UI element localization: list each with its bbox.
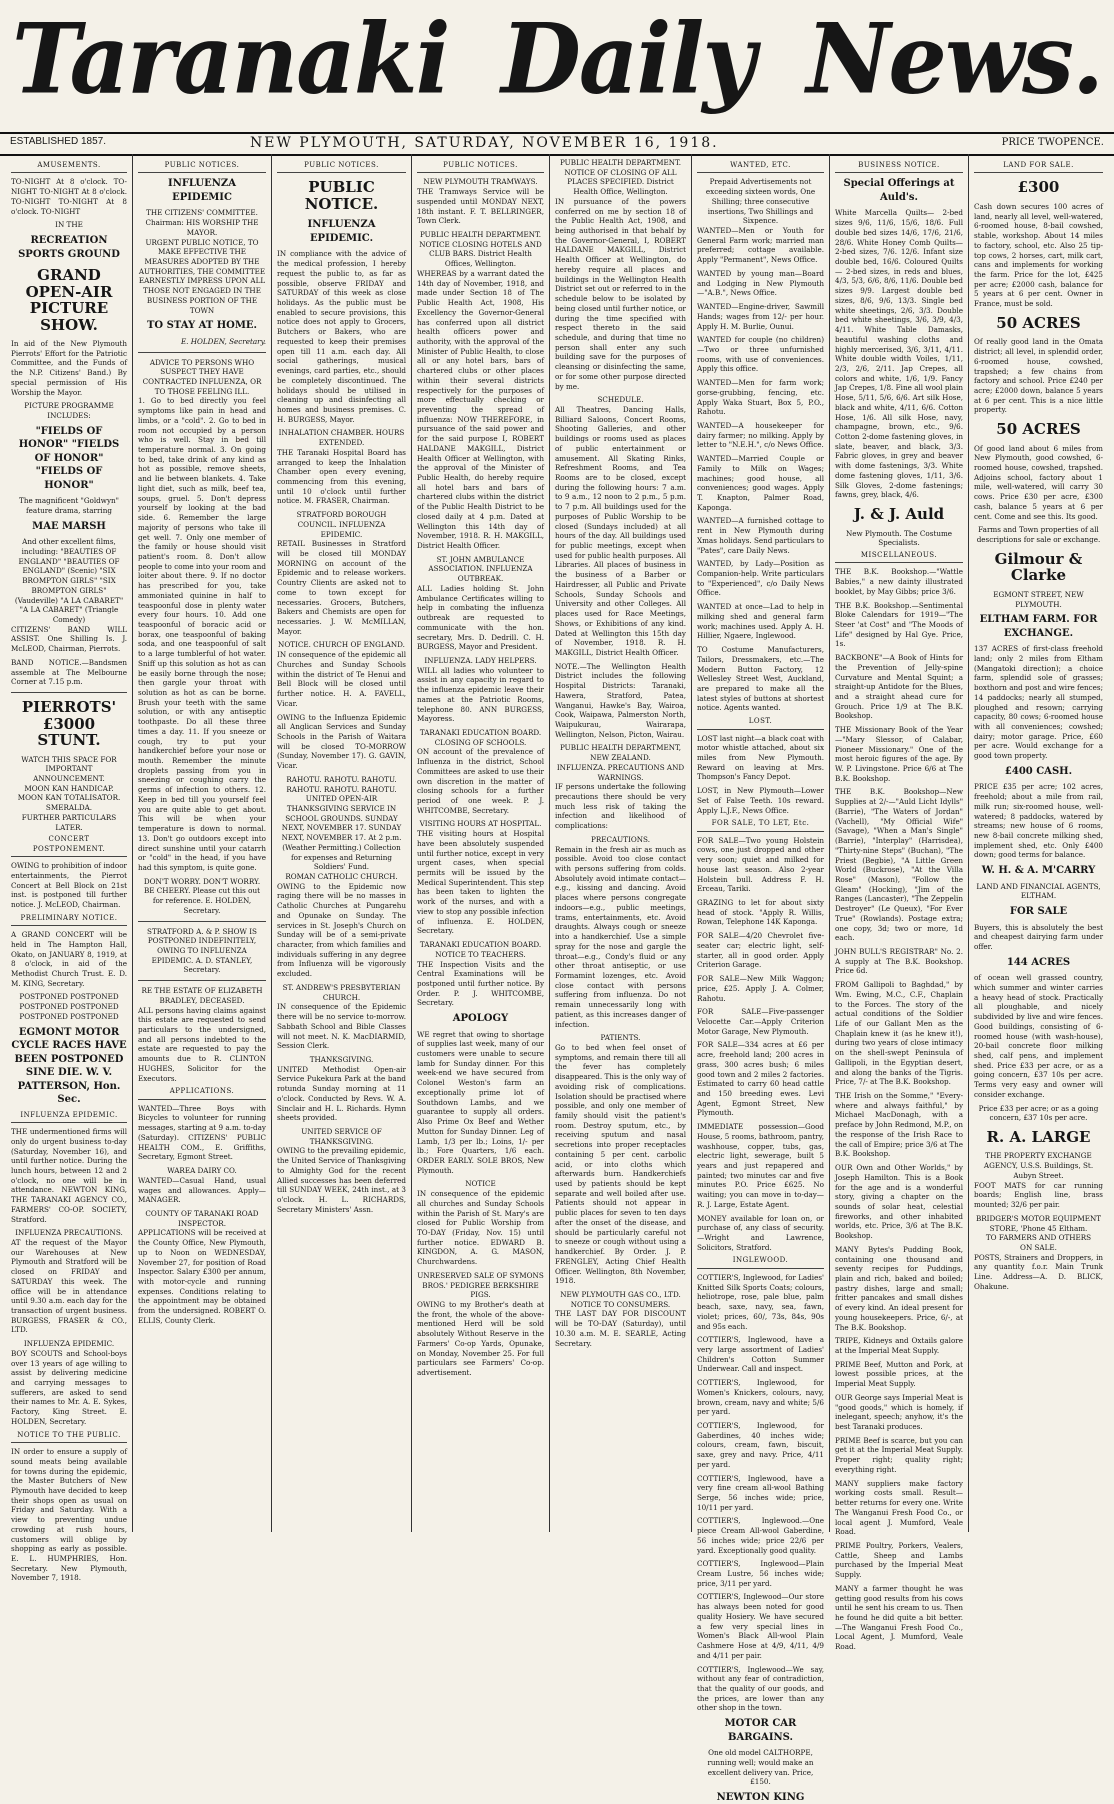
classified-ad: WANTED by young man—Board and Lodging in New Plymouth—"A.B.", News Office. (697, 268, 824, 298)
ad-heading: MOTOR CAR BARGAINS. (724, 1718, 797, 1743)
notice-text: 1. Go to bed directly you feel symptoms like pain in head and limbs, or a "cold". 2. Go to bed in room not occupied by a person who is well. Stay in bed till temperature normal. 3. On going to bed, take drink of any kind as hot as possible, remove sheets, and lie between blankets. 4. Take light diet, such as milk, beef tea, soups, gruel. 5. Don't depress yourself by looking at the bad side. 6. Remember the large majority of persons who take ill get well. 7. Only one member of the family or house should visit patient's room. 8. Don't allow people to come into your room and loiter about there. 9. If no doctor has prescribed for you, take ammoniated quinine in half to teaspoonful dose in plenty water every four hours. 10. Add one teaspoonful of boracic acid or borax, one teaspoonful of baking soda, and one teaspoonful of salt to a large tumblerful of hot water. Sniff up this solution as hot as can be easily borne through the nose; then gargle your throat with solution as hot as can be borne. Brush your teeth with the same solution, or with any antiseptic toothpaste. Do all these three times a day. 11. If you sneeze or cough, try to put your handkerchief before your nose or mouth. Remember the minute droplets passing from you in sneezing or coughing carry the germs of infection to others. 12. Keep in bed till you yourself feel you are quite able to get about. This will be when your temperature is down to normal. 13. Don't go outdoors except into direct sunshine until your catarrh or "cold" in the head, if you have had this symptom, is quite gone. (138, 396, 266, 872)
ad-text: And other excellent films, including: "BEAUTIES OF ENGLAND" "BEAUTIES OF ENGLAND" (Scenic) "SIX BROMPTON GIRLS" "SIX BROMPTON GIRLS" (Vaudeville) "A LA CABARET" "A LA CABARET" (Triangle Comedy) (14, 537, 124, 624)
ad-heading: ON SALE. (1020, 1242, 1057, 1252)
notice-heading: WAREA DAIRY CO. (167, 1166, 237, 1176)
classified-ad: FOR SALE—334 acres at £6 per acre, freehold land; 200 acres in grass, 300 acres bush; 6 miles good town and 2 miles 2 factories. Estimated to carry 60 head cattle and 150 breeding ewes. Levi Agent, Egmont Street, New Plymouth. (697, 1040, 824, 1118)
ad-heading: 144 ACRES (1006, 956, 1071, 968)
classified-ad: WANTED for couple (no children)—Two or three unfurnished rooms, with use of conveniences. Apply this office. (697, 335, 824, 374)
notice-text: NOTICE CLOSING HOTELS AND CLUB BARS. District Health Offices, Wellington. (419, 239, 542, 269)
ad-text: EGMONT STREET, NEW PLYMOUTH. (993, 589, 1084, 609)
advertiser-name: J. & J. Auld (853, 505, 945, 523)
classified-ad: JOHN BULL'S REGISTRAR" No. 2. A supply at The B.K. Bookshop. Price 6d. (835, 946, 963, 976)
notice-text: IN consequence of the epidemic all Churches and Sunday Schools within the district of Te Henui and Bell Block will be closed until further notice. H. A. FAVELL, Vicar. (277, 650, 406, 708)
notice-heading: THANKSGIVING. (309, 1054, 374, 1064)
notice-text: THE undermentioned firms will only do urgent business to-day (Saturday, November 16), and until further notice. During the lunch hours, between 12 and 2 o'clock, no one will be in attendance. NEWTON KING, THE TARANAKI AGENCY CO., FARMERS' CO-OP. SOCIETY, Stratford. (11, 1127, 127, 1224)
notice-heading: INFLUENZA. PRECAUTIONS AND WARNINGS. (556, 762, 685, 782)
ad-headline: PIERROTS' £3000 STUNT. (21, 698, 117, 749)
notice-text: WILL all ladies who volunteer to assist in any capacity in regard to the influenza epidemic leave their names at the Patriotic Rooms, telephone 80. ANN BURGESS, Mayoress. (417, 665, 544, 724)
notice-text: THE LAST DAY FOR DISCOUNT will be TO-DAY (Saturday), until 10.30 a.m. M. E. SEARLE, Acting Secretary. (555, 1309, 686, 1348)
notice-text: ON account of the prevalence of Influenza in the district, School Committees are asked to use their own discretion in the matter of closing schools for a further period of one week. P. J. WHITCOMBE, Secretary. (417, 747, 544, 815)
section-heading: LAND FOR SALE. (974, 161, 1103, 173)
notice-heading: INFLUENZA PRECAUTIONS. (15, 1228, 123, 1238)
ad-heading: "FIELDS OF HONOR" "FIELDS OF HONOR" "FIELDS OF HONOR" (18, 425, 120, 491)
ad-text: FURTHER PARTICULARS LATER. (21, 812, 117, 832)
notice-heading: INFLUENZA. LADY HELPERS. (424, 655, 537, 665)
notice-heading: COUNTY OF TARANAKI ROAD INSPECTOR. (145, 1208, 259, 1228)
ad-text: LAND AND FINANCIAL AGENTS, ELTHAM. (976, 881, 1101, 901)
notice-heading: TO STAY AT HOME. (146, 320, 258, 332)
notice-text: WANTED—Casual Hand, usual wages and allowances. Apply— MANAGER. (138, 1175, 266, 1205)
notice-headline: PUBLIC NOTICE. (304, 178, 379, 213)
section-heading: PRELIMINARY NOTICE. (11, 914, 127, 926)
notice-text: WANTED—Three Boys with Bicycles to volunteer for running messages, starting at 9 a.m. to-day (Saturday). CITIZENS' PUBLIC HEALTH COM., E. Griffiths, Secretary, Egmont Street. (138, 1103, 266, 1162)
ad-text: WATCH THIS SPACE FOR IMPORTANT ANNOUNCEMENT. (21, 754, 117, 783)
price-label: PRICE TWOPENCE. (1001, 137, 1104, 148)
issue-date: NEW PLYMOUTH, SATURDAY, NOVEMBER 16, 1918. (250, 135, 719, 151)
notice-heading: UNITED SERVICE OF THANKSGIVING. (301, 1126, 382, 1146)
ad-text: Buyers, this is absolutely the best and cheapest dairying farm under offer. (974, 922, 1103, 951)
ad-text: 137 ACRES of first-class freehold land; only 2 miles from Eltham (Mangatoki direction); a choice farm, splendid sole of grasses; boxthorn and post and wire fences; 14 paddocks; nearly all stumped, ploughed and resown; carrying capacity, 80 cows; 6-roomed house with all conveniences; cowshed; dairy; motor garage. Price, £60 per acre. Would exchange for a good town property. (974, 644, 1103, 761)
classified-ad: COTTIER'S, Inglewood.—One piece Cream All-wool Gaberdine, 56 inches wide; price 22/6 per yard. Exceptionally good quality. (697, 1516, 824, 1555)
notice-text: THE Tramways Service will be suspended until MONDAY NEXT, 18th instant. F. T. BELLRINGER, Town Clerk. (417, 187, 544, 226)
classified-ad: COTTIER'S, Inglewood—Plain Cream Lustre, 56 inches wide; price, 3/11 per yard. (697, 1559, 824, 1588)
notice-heading: INFLUENZA EPIDEMIC. (307, 219, 376, 244)
notice-text: IN order to ensure a supply of sound meats being available for towns during the epidemic, the Master Butchers of New Plymouth have decided to keep their shops open as usual on Friday and Saturday. With a view to preventing undue crowding at rush hours, customers will oblige by shopping as early as possible. E. L. HUMPHRIES, Hon. Secretary. New Plymouth, November 7, 1918. (11, 1447, 127, 1583)
notice-heading: NOTICE. CHURCH OF ENGLAND. (278, 640, 405, 650)
notice-text: URGENT PUBLIC NOTICE, TO MAKE EFFECTIVE THE MEASURES ADOPTED BY THE AUTHORITIES, THE COMMITTEE EARNESTLY IMPRESS UPON ALL THOSE NOT ENGAGED IN THE BUSINESS PORTION OF THE TOWN (138, 237, 266, 315)
notice-text: POSTPONED POSTPONED POSTPONED POSTPONED POSTPONED POSTPONED (19, 992, 119, 1021)
section-heading: NOTICE TO THE PUBLIC. (11, 1431, 127, 1443)
classified-ad: FROM Gallipoli to Baghdad," by Wm. Ewing, M.C., C.F., Chaplain to the Forces. The story of the actual conditions of the Soldier Life of our Gallant Men as the Chaplain knew it (as he knew it!), during two years of close intimacy on the shell-swept Peninsula of Gallipoli, in the Egyptian desert, and along the banks of the Tigris. Price, 7/- at The B.K. Bookshop. (835, 980, 963, 1087)
notice-heading: ST. ANDREW'S PRESBYTERIAN CHURCH. (282, 982, 401, 1002)
masthead (12, 4, 1102, 124)
classified-ad: WANTED, by Lady—Position as Companion-help. Write particulars to "Experienced", c/o Daily News Office. (697, 559, 824, 598)
section-heading: BUSINESS NOTICE. (835, 161, 963, 173)
section-heading: LOST. (697, 717, 824, 729)
classified-ad: WANTED at once—Lad to help in milking shed and general farm work; machines used. Apply A. H. Hillier, Ngaere, Inglewood. (697, 602, 824, 641)
classified-ad: IMMEDIATE possession—Good House, 5 rooms, bathroom, pantry, washhouse, copper, tubs, gas, electric light, sewerage, built 5 years and just repapered and painted; two minutes car and five minutes P.O. Price £625. No waiting; you can move in to-day—R. J. Large, Estate Agent. (697, 1122, 824, 1209)
notice-text: IF persons undertake the following precautions there should be very much less risk of taking the infection and likelihood of complications: (555, 782, 686, 831)
notice-text: NOTICE OF CLOSING OF ALL PLACES SPECIFIED. District Health Office, Wellington. (564, 167, 677, 197)
section-heading: PUBLIC NOTICES. (277, 161, 406, 173)
column-public-notices-2 (272, 154, 412, 1532)
classified-ad: WANTED—Men for farm work; gorse-grubbing, fencing, etc. Apply Waka Stuart, Box 5, P.O., Rahotu. (697, 378, 824, 417)
column-health-department (550, 154, 692, 1532)
classified-ad: OUR George says Imperial Meat is "good goods," which is homely, if inelegant, speech; anyhow, it's the best Taranaki produces. (835, 1392, 963, 1432)
section-heading: PUBLIC NOTICES. (417, 161, 544, 173)
ad-headline: 50 ACRES (996, 313, 1081, 332)
ad-headline: 50 ACRES (996, 420, 1081, 439)
section-heading: MISCELLANEOUS. (835, 551, 963, 563)
classified-ad: BRIDGER'S MOTOR EQUIPMENT STORE, 'Phone 45 Eltham. (975, 1213, 1102, 1233)
classified-ad: COTTIER'S, Inglewood, for Women's Knickers, colours, navy, brown, cream, navy and white; 5/6 per yard. (697, 1378, 824, 1417)
notice-text: RAHOTU. RAHOTU. RAHOTU. RAHOTU. RAHOTU. RAHOTU. (286, 774, 397, 794)
ad-heading: FOR SALE (1009, 906, 1068, 918)
notice-heading: TARANAKI EDUCATION BOARD. NOTICE TO TEACHERS. (419, 940, 542, 959)
notice-text: OWING to my Brother's death at the front, the whole of the above-mentioned Herd will be sold absolutely Without Reserve in the Farmers' Co-op Yards, Opunake, on Monday, November 25. For full particulars see Farmers' Co-op. advertisement. (417, 1300, 544, 1378)
ad-text: New Plymouth. The Costume Specialists. (845, 528, 953, 548)
signature: E. HOLDEN, Secretary. (180, 336, 266, 346)
classified-ad: COTTIER'S, Inglewood, for Gaberdines, 40 inches wide; colours, cream, fawn, biscuit, saxe, grey and navy. Price, 4/11 per yard. (697, 1420, 824, 1469)
notice-heading: PATIENTS. (600, 1033, 641, 1043)
notice-heading: SCHEDULE. (597, 395, 644, 405)
notice-text: OWING to the Epidemic now raging there will be no masses in Catholic Churches at Pungarehu and Opunake on Sunday. The services in St. Joseph's Church on Sunday will be of a semi-private character, from which families and individuals suffering in any degree from Influenza will be vigorously excluded. (277, 881, 406, 979)
notice-text: BOY SCOUTS and School-boys over 13 years of age willing to assist by delivering medicine and carrying messages to sufferers, are asked to send their names to Mr. A. E. Sykes, Factory, King Street. E. HOLDEN, Secretary. (11, 1348, 127, 1426)
ad-text: Farms and Town properties of all descriptions for sale or exchange. (976, 525, 1101, 545)
ad-text: MOON KAN HANDICAP. MOON KAN TOTALISATOR. SMERALDA. (17, 783, 121, 813)
ad-text: Of really good land in the Omata district; all level, in splendid order, 6-roomed house, cowshed, trapshed; a few chains from factory and school. Price £240 per acre; £2000 down, balance 5 years at 6 per cent. This is a nice little property. (974, 337, 1103, 415)
notice-heading: RE THE ESTATE OF ELIZABETH BRADLEY, DECEASED. (141, 986, 263, 1005)
dateline-bar (0, 132, 1114, 156)
ad-heading: £400 CASH. (1004, 765, 1073, 777)
ad-text: The magnificent "Goldwyn" feature drama, starring (19, 496, 119, 515)
advertiser-name: W. H. & A. M'CARRY (981, 865, 1096, 877)
notice-heading: NOTICE (465, 1179, 496, 1189)
notice-text: UNITED OPEN-AIR THANKSGIVING SERVICE IN SCHOOL GROUNDS. SUNDAY NEXT, NOVEMBER 17. SUNDAY NEXT, NOVEMBER 17. At 2 p.m. (Weather Permitting.) Collection for expenses and Returning Soldiers' Fund. (281, 794, 402, 872)
advertiser-name: R. A. LARGE (986, 1127, 1091, 1146)
notice-text: A GRAND CONCERT will be held in The Hampton Hall, Okato, on JANUARY 8, 1919, at 8 o'clock, in aid of the Methodist Church Trust. E. D. M. KING, Secretary. (11, 930, 127, 988)
classified-ad: WANTED—A housekeeper for dairy farmer; no milking. Apply by letter to "N.E.H.", c/o News Office. (697, 420, 824, 450)
notice-text: RETAIL Businesses in Stratford will be closed till MONDAY MORNING on account of the Epidemic and to release workers. Country Clients are asked not to come to town except for necessaries. Grocers, Butchers, Bakers and Chemists are open for necessaries. J. W. McMILLAN, Mayor. (277, 539, 406, 636)
notice-heading: ST. JOHN AMBULANCE ASSOCIATION. INFLUENZA OUTBREAK. (428, 554, 533, 584)
notice-text: All Theatres, Dancing Halls, Billiard Saloons, Concert Rooms, Shooting Galleries, and other buildings or rooms used as places of public entertainment or amusement. All Skating Rinks, Refreshment Rooms, and Tea Rooms are to be closed, except during the following hours: 7 a.m. to 9 a.m., 12 noon to 2 p.m., 5 p.m. to 7 p.m. All buildings used for the purposes of Public Worship to be closed (Sundays included) at all hours of the day. All buildings used for public meetings, except when used for public health purposes. All Libraries. All places of business in the business of a Barber or Hairdresser, all Public and Private Schools, Sunday Schools and University and other Colleges. All places used for Race Meetings, Shows, or Exhibitions of any kind. Dated at Wellington this 15th day of November, 1918. R. H. MAKGILL, District Health Officer. (555, 404, 686, 657)
section-heading: APPLICATIONS. (138, 1087, 266, 1099)
notice-text: ALL persons having claims against this estate are requested to send particulars to the undersigned, and all persons indebted to the estate are requested to pay the amounts due to R. CLINTON HUGHES, Solicitor for the Executors. (138, 1005, 266, 1083)
ad-text: White Marcella Quilts— 2-bed sizes 9/6, 11/6, 15/6, 18/6. Full double bed sizes 14/6, 17/6, 21/6, 28/6. White Honey Comb Quilts— 2-bed sizes, 7/6. 12/6. Infant size double bed, 16/6. Coloured Quilts— 2-bed sizes, in reds and blues, 4/3, 5/3, 6/6, 8/6, 11/6. Double bed sizes 9/9. Largest double bed sizes, 8/6, 9/6, 13/3. Single bed white sheetings, 2/6, 3/3. Double bed white sheetings, 3/6, 3/9, 4/3, 4/11. White Table Damasks, beautiful washing cloths and highly mercerised, 3/6, 3/11, 4/11. White double width Voiles, 1/11, 2/3, 2/6, 2/11. Jap Crepes, all colors and white, 1/6, 1/9. Fancy Jap Crepes, 1/8. Fine all wool plain Hose, 5/11, 5/6, 6/6. Art silk Hose, black and white, 4/11, 6/6. Cotton Hose, 1/6. All silk Hose, navy, champagne, brown, etc., 9/6. Cotton 2-dome fastening gloves, in slate, beaver, and black, 3/3. Fabric gloves, in grey and beaver with dome fastenings, 3/3. White dome fastening gloves, 1/11, 3/6. Silk Gloves, 2-dome fastenings; fawns, grey, black, 4/6. (835, 208, 963, 500)
notice-heading: NEW PLYMOUTH TRAMWAYS. (423, 177, 538, 187)
column-land-for-sale (969, 154, 1108, 1532)
notice-text: THE visiting hours at Hospital have been absolutely suspended until further notice, except in very urgent cases, when special permits will be issued by the Medical Superintendent. This step has been taken to lighten the work of the nurses, and with a view to stop any possible infection of influenza. E. HOLDEN, Secretary. (417, 829, 544, 936)
notice-text: Remain in the fresh air as much as possible. Avoid too close contact with persons suffering from colds. Absolutely avoid intimate contact—e.g., kissing and dancing. Avoid places where persons congregate indoors—e.g., public meetings, trams, entertainments, etc. Avoid draughts. Always cough or sneeze into a handkerchief. Use a simple spray for the nose and gargle the throat—e.g., Condy's fluid or any other throat antiseptic, or use Formamint lozenges, etc. Avoid close contact with persons suffering from influenza. Do not remain unnecessarily long with patient, as this increases danger of infection. (555, 844, 686, 1029)
newspaper-title (12, 4, 1102, 114)
classified-ad: THE Irish on the Somme," "Every-where and always faithful," by Michael MacDonagh, with a preface by John Redmond, M.P., on the response of the Irish Race to the call of Empire; price 3/6 at The B.K. Bookshop. (835, 1091, 963, 1159)
notice-text: AT the request of the Mayor our Warehouses at New Plymouth and Stratford will be closed on FRIDAY and SATURDAY this week. The office will be in attendance until 9.30 a.m. each day for the transaction of urgent business. BURGESS, FRASER & CO., LTD. (11, 1237, 127, 1335)
notice-text: THE Taranaki Hospital Board has arranged to keep the Inhalation Chamber open every evening, commencing from this evening, until 10 o'clock until further notice. M. FRASER, Chairman. (277, 447, 406, 506)
section-heading: CONCERT POSTPONEMENT. (11, 835, 127, 857)
classified-ad: GRAZING to let for about sixty head of stock. "Apply R. Willis, Rowan, Telephone 14K Kaponga. (697, 898, 824, 927)
ad-text: BAND NOTICE.—Bandsmen assemble at The Melbourne Corner at 7.15 p.m. (11, 657, 127, 687)
ad-heading: MAE MARSH (32, 520, 106, 532)
advertiser-name: NEWTON KING (716, 1791, 805, 1803)
notice-text: OWING to prohibition of indoor entertainments, the Pierrot Concert at Bell Block on 21st inst. is postponed till further notice. J. McLEOD, Chairman. (11, 861, 127, 909)
ad-heading: TO FARMERS AND OTHERS (985, 1233, 1092, 1243)
classified-ad: THE B.K. Bookshop.—Sentimental Bloke Calendars for 1919—"The Steer 'at Cost" and "The Moods of Life" designed by Hal Gye. Price, 1s. (835, 600, 963, 649)
classified-ad: WANTED—Engine-driver, Sawmill Hands; wages from 12/- per hour. Apply H. M. Burlie, Ounui. (697, 302, 824, 331)
classified-ad: PRIME Beef, Mutton and Pork, at lowest possible prices, at the Imperial Meat Supply. (835, 1359, 963, 1389)
column-wanted (692, 154, 830, 1803)
ad-headline: GRAND OPEN-AIR PICTURE SHOW. (25, 266, 113, 334)
ad-text: IN THE (55, 220, 83, 230)
notice-text: Go to bed when feel onset of symptoms, and remain there till all the fever has completely disappeared. This is the only way of avoiding risk of complications. Isolation should be practised where possible, and only one member of family should visit the patient's room. Destroy sputum, etc., by receiving sputum and nasal secretions into proper receptacles containing 5 per cent. carbolic acid, or into cloths which afterwards burn. Handkerchiefs used by patients should be kept separate and well boiled after use. Patients should not appear in public places for seven to ten days after the onset of the disease, and should be particularly careful not to sneeze or cough without using a handkerchief. By Order. J. P. FRENGLEY, Acting Chief Health Officer. Wellington, 8th November, 1918. (555, 1042, 686, 1286)
classified-ad: TRIPE, Kidneys and Oxtails galore at the Imperial Meat Supply. (835, 1336, 963, 1355)
classified-ad: MANY a farmer thought he was getting good results from his cows until he sent his cream to us. Then he found he did quite a bit better.—The Wanganui Fresh Food Co., Local Agent, J. Mumford, Veale Road. (835, 1583, 963, 1652)
ad-text: Of good land about 6 miles from New Plymouth, good cowshed, 6-roomed house, cowshed, trapshed. Adjoins school, factory about 1 mile, well-watered, will carry 30 cows. Price £30 per acre, £300 cash, balance 5 years at 6 per cent. Come and see this. Its good. (974, 443, 1103, 521)
column-public-notices-1 (133, 154, 272, 1532)
classified-ad: WANTED—Married Couple or Family to Milk on Wages; machines; good house, all conveniences; good wages. Apply T. Knapton, Palmer Road, Kaponga. (697, 454, 824, 512)
column-business-notice (830, 154, 969, 1652)
classified-ad: POSTS, Strainers and Droppers, in any quantity f.o.r. Main Trunk Line. Address—A. D. BLICK, Ohakune. (974, 1252, 1103, 1291)
title-word-daily: Daily (501, 2, 754, 116)
classified-ad: One old model CALTHORPE, running well; would make an excellent delivery van. Price, £150. (707, 1748, 814, 1787)
notice-text: OWING to the Influenza Epidemic all Anglican Services and Sunday Schools in the Parish of Waitara will be closed TO-MORROW (Sunday, November 17). G. GAVIN, Vicar. (277, 712, 406, 771)
section-heading: PUBLIC NOTICES. (138, 161, 266, 173)
established-label: ESTABLISHED 1857. (10, 136, 106, 147)
ad-text: PICTURE PROGRAMME INCLUDES: (24, 401, 114, 421)
ad-headline: Special Offerings at Auld's. (843, 178, 955, 203)
classified-ad: PRIME Beef is scarce, but you can get it at the Imperial Meat Supply. Proper right; quality right; everything right. (835, 1435, 963, 1474)
classified-ad: THE Missionary Book of the Year—"Mary Slessor, of Calabar, Pioneer Missionary." One of the most heroic figures of the age. By W. P. Livingstone. Price 6/6 at The B.K. Bookshop. (835, 725, 963, 783)
notice-heading: PRECAUTIONS. (590, 834, 650, 844)
notice-heading: NEW PLYMOUTH GAS CO., LTD. NOTICE TO CONSUMERS. (560, 1289, 681, 1309)
notice-heading: TARANAKI EDUCATION BOARD. CLOSING OF SCHOOLS. (419, 727, 542, 747)
notice-heading: PUBLIC HEALTH DEPARTMENT, NEW ZEALAND. (559, 743, 682, 763)
classified-ad: FOR SALE—New Milk Waggon; price, £25. Apply J. A. Colmer, Rahotu. (697, 974, 824, 1003)
notice-heading: STRATFORD BOROUGH COUNCIL. INFLUENZA EPIDEMIC. (296, 510, 387, 539)
notice-heading: ADVICE TO PERSONS WHO SUSPECT THEY HAVE CONTRACTED INFLUENZA, OR TO THOSE FEELING ILL. (142, 357, 262, 396)
notice-text: STRATFORD A. & P. SHOW IS POSTPONED INDEFINITELY, OWING TO INFLUENZA EPIDEMIC. A. D. STANLEY, Secretary. (147, 926, 257, 975)
section-heading: INGLEWOOD. (697, 1256, 824, 1268)
ad-heading: ELTHAM FARM. FOR EXCHANGE. (979, 614, 1098, 639)
title-word-news: News. (806, 2, 1102, 116)
classified-ad: WANTED—Men or Youth for General Farm work; married man preferred; cottage available. Apply "Permanent", News Office. (697, 226, 824, 265)
ad-heading: RECREATION SPORTS GROUND (18, 235, 120, 260)
notice-text: ALL Ladies holding St. John Ambulance Certificates willing to help in combating the influenza outbreak are requested to communicate with the hon. secretary, Mrs. D. Dedrill. C. H. BURGESS, Mayor and President. (417, 583, 544, 652)
ad-text: TO-NIGHT At 8 o'clock. TO-NIGHT TO-NIGHT At 8 o'clock. TO-NIGHT TO-NIGHT At 8 o'clock. TO-NIGHT (11, 177, 127, 216)
classified-ad: TO Costume Manufacturers, Tailors, Dressmakers, etc.—The Modern Button Factory, 12 Wellesley Street West, Auckland, are prepared to make all the latest styles of buttons at shortest notice. Agents wanted. (697, 645, 824, 713)
ad-text: In aid of the New Plymouth Pierrots' Effort for the Patriotic Committee, and the Funds of the N.P. Citizens' Band.) By special permission of His Worship the Mayor. (11, 339, 127, 397)
notice-text: WE regret that owing to shortage of supplies last week, many of our customers were unable to secure lamb for Sunday dinner. For this week-end we have secured from Colonel Weston's farm an exceptionally prime lot of Southdown Lambs, and we guarantee to supply all orders. Also Prime Ox Beef and Wether Mutton for Sunday Dinner. Leg of Lamb, 1/3 per lb.; Loins, 1/- per lb.; Fore Quarters, 1/6 each. ORDER EARLY. SOLE BROS, New Plymouth. (417, 1029, 544, 1175)
notice-text: APPLICATIONS will be received at the County Office, New Plymouth, up to Noon on WEDNESDAY, November 27, for position of Road Inspector. Salary £300 per annum, with motor-cycle and running expenses. Conditions relating to the appointment may be obtained from the undersigned. ROBERT O. ELLIS, County Clerk. (138, 1228, 266, 1325)
notice-heading: PUBLIC HEALTH DEPARTMENT. (419, 230, 542, 240)
ad-text: PRICE £35 per acre; 102 acres, freehold; about a mile from rail, milk run; six-roomed house, well-watered; 8 paddocks, watered by streams; new house of 6 rooms, new 8-bail concrete milking shed, implement shed, etc. Only £400 down; good terms for balance. (974, 782, 1103, 860)
page-columns (6, 154, 1108, 1803)
section-heading: FOR SALE, TO LET, Etc. (697, 819, 824, 831)
column-amusements (6, 154, 133, 1583)
notice-text: IN pursuance of the powers conferred on me by section 18 of the Public Health Act, 1908, and being authorised in that behalf by the Governor-General, I, ROBERT HALDANE MAKGILL, District Health Officer at Wellington, do hereby require all places and buildings in the Wellington Health District set out or referred to in the schedule below to be isolated by being closed until further notice, or during the time specified with respect thereto in the said schedule, and during that time no person shall enter any such building save for the purposes of cleansing or disinfecting the same, or for some other purpose directed by me. (555, 196, 686, 391)
notice-heading: INHALATION CHAMBER. HOURS EXTENDED. (278, 428, 405, 448)
notice-text: WHEREAS by a warrant dated the 14th day of November, 1918, and made under Section 18 of The Public Health Act, 1908, His Excellency the Governor-General has conferred upon all district health officers power and authority, with the approval of the Minister of Public Health, to close all or any hotel bars, bars of chartered clubs or other places within their several districts respectively for the purposes of more effectually checking or preventing the spread of influenza: NOW THEREFORE, in pursuance of the said power and for the said purpose I, ROBERT HALDANE MAKGILL, District Health Officer at Wellington, with the approval of the Minister of Public Health, do hereby require all hotel bars and bars of chartered clubs within the district of the Public Health District to be closed daily at 4 p.m. Dated at Wellington this 14th day of November, 1918. R. H. MAKGILL, District Health Officer. (417, 268, 544, 551)
section-heading: INFLUENZA EPIDEMIC. (11, 1111, 127, 1123)
notice-text: NOTE.—The Wellington Health District includes the following Hospital Districts: Taranaki, Hawera, Stratford, Patea, Wanganui, Hawke's Bay, Wairoa, Cook, Waipawa, Palmerston North, Waipukurau, Wairarapa, Wellington, Nelson, Picton, Wairau. (555, 661, 686, 739)
classified-ad: THE B.K. Bookshop—New Supplies at 2/-—"Auld Licht Idylls" (Barrie), "The Waters of Jordan" (Vachell), "My Official Wife" (Savage), "When a Man's Single" (Barrie), "Interplay" (Harrisdea), "Thirty-nine Steps" (Buchan), "The Priest (Begbie), "A Little Green World (Buckrose), "At the Villa Rose" (Mason), "Follow the Gleam" (Hocking), "Jim of the Ranges (Lancaster), "The Zeppelin Destroyer" (Le Queux), "For Ever True" (Rowlands). Postage extra; one copy, 3d; two or more, 1d each. (835, 787, 963, 943)
classified-ad: WANTED—A furnished cottage to rent in New Plymouth during Xmas holidays. Send particulars to "Pates", care Daily News. (697, 516, 825, 555)
section-heading: AMUSEMENTS. (11, 161, 127, 173)
notice-heading: EGMONT MOTOR CYCLE RACES HAVE BEEN POSTPONED SINE DIE. W. V. PATTERSON, Hon. Sec. (11, 1026, 127, 1106)
notice-text: IN compliance with the advice of the medical profession, I hereby request the public to, as far as possible, observe FRIDAY and SATURDAY of this week as close holidays. As the public must be enabled to secure provisions, this notice does not apply to Grocers, Butchers or Bakers, who are requested to keep their premises open till 11 a.m. each day. All social gatherings, musical evenings, card parties, etc., should be completely discontinued. The holidays should be utilised in cleaning up and disinfecting all homes and business premises. C. H. BURGESS, Mayor. (277, 249, 406, 424)
rates-notice: Prepaid Advertisements not exceeding sixteen words, One Shilling; three consecutive insertions, Two Shillings and Sixpence. (705, 177, 816, 226)
notice-text: THE CITIZENS' COMMITTEE. Chairman: HIS WORSHIP THE MAYOR. (145, 208, 259, 237)
classified-ad: FOR SALE—Five-passenger Velocette Car.—Apply Criterion Motor Garage, New Plymouth. (697, 1007, 824, 1036)
classified-ad: PRIME Poultry, Porkers, Vealers, Cattle, Sheep and Lambs purchased by the Imperial Meat Supply. (835, 1540, 963, 1580)
ad-text: CITIZENS' BAND WILL ASSIST. One Shilling Is. J. McLEOD, Chairman, Pierrots. (11, 624, 127, 654)
notice-heading: INFLUENZA EPIDEMIC. (23, 1339, 115, 1349)
classified-ad: FOR SALE—Two young Holstein cows, one just dropped and other very soon; quiet and milked for house last season. Also 2-year Holstein bull. Address F. H. Erceau, Tariki. (697, 835, 824, 894)
classified-ad: LOST, in New Plymouth—Lower Set of False Teeth. 10s reward. Apply L.J.F., News Office. (697, 786, 824, 815)
classified-ad: COTTIER'S, Inglewood, have a very large assortment of Ladies' Children's Cotton Summer Underwear. Call and inspect. (697, 1335, 824, 1374)
notice-text: IN consequence of the epidemic all churches and Sunday Schools within the Parish of St. Mary's are closed for Public Worship from TO-DAY (Friday, Nov. 15) until further notice. EDWARD B. KINGDON, A. G. MASON, Churchwardens. (417, 1189, 544, 1267)
classified-ad: MONEY available for loan on, or purchase of, any class of security.—Wright and Lawrence, Solicitors, Stratford. (697, 1213, 824, 1252)
notice-heading: INFLUENZA EPIDEMIC (168, 178, 236, 203)
classified-ad: FOR SALE—4/20 Chevrolet five-seater car; electric light, self-starter, all in good order. Apply Criterion Garage. (697, 931, 824, 970)
notice-heading: UNRESERVED SALE OF SYMONS BROS.' PEDIGREE BERKSHIRE PIGS. (417, 1270, 544, 1300)
ad-headline: £300 (1017, 178, 1060, 197)
notice-heading: VISITING HOURS AT HOSPITAL. (419, 819, 542, 829)
section-heading: WANTED, ETC. (697, 161, 824, 173)
ad-text: of ocean well grassed country, which summer and winter carries a heavy head of stock. Practically all ploughable, and nicely subdivided by live and wire fences. Good buildings, consisting of 6-roomed house (with wash-house), 20-bail concrete floor milking shed, calf pens, and implement shed. Price £33 per acre, or as a going concern, £37 10s per acre. Terms very easy and owner will consider exchange. (974, 973, 1103, 1099)
notice-text: OWING to the prevailing epidemic, the United Service of Thanksgiving to Almighty God for the recent Allied successes has been deferred till SUNDAY WEEK, 24th inst., at 3 o'clock. H. L. RICHARDS, Secretary Ministers' Assn. (277, 1146, 406, 1214)
classified-ad: LOST last night—a black coat with motor whistle attached, about six miles from New Plymouth. Reward on leaving at Mrs. Thompson's Fancy Depot. (697, 733, 824, 782)
notice-text: THE Inspection Visits and the Central Examinations will be postponed until further notice. By Order. P. J. WHITCOMBE, Secretary. (417, 959, 544, 1008)
column-public-notices-3 (412, 154, 550, 1532)
classified-ad: MANY suppliers make factory working costs small. Result—better returns for every one. Write The Wanganui Fresh Food Co., or local agent J. Mumford, Veale Road. (835, 1478, 963, 1537)
title-word-taranaki: Taranaki (12, 2, 449, 116)
classified-ad: OUR Own and Other Worlds," by Joseph Hamilton. This is a Book for the age and is a wonderful story, giving a chapter on the sounds of solar heat, celestial fireworks, and other inhabited worlds, etc. Price, 3/6 at The B.K. Bookshop. (835, 1163, 963, 1241)
notice-text: DON'T WORRY. DON'T WORRY. BE CHEERY. Please cut this out for reference. E. HOLDEN, Secretary. (143, 876, 261, 915)
classified-ad: MANY Bytes's Pudding Book, containing one thousand and seventy recipes for Puddings, plain and rich, baked and boiled; pastry dishes, large and small; fritter pancakes and small dishes of every kind. An ideal present for young housekeepers. Price, 6/-, at The B.K. Bookshop. (835, 1244, 963, 1332)
notice-text: UNITED Methodist Open-air Service Pukekura Park at the band rotunda Sunday morning at 11 o'clock. Conducted by Revs. W. A. Sinclair and H. L. Richards. Hymn sheets provided. (277, 1064, 406, 1123)
notice-heading: APOLOGY (452, 1013, 509, 1025)
ad-text: THE PROPERTY EXCHANGE AGENCY, U.S.S. Buildings, St. Aubyn Street. (983, 1151, 1094, 1180)
ad-text: Price £33 per acre; or as a going concern, £37 10s per acre. (978, 1103, 1099, 1123)
classified-ad: COTTIER'S, Inglewood, have a very fine cream all-wool Bathing Serge, 56 inches wide; price, 10/11 per yard. (697, 1473, 824, 1512)
notice-heading: PUBLIC HEALTH DEPARTMENT. (559, 158, 682, 167)
notice-heading: ROMAN CATHOLIC CHURCH. (285, 872, 398, 881)
ad-text: Cash down secures 100 acres of land, nearly all level, well-watered, 6-roomed house, 8-bail cowshed, stable, workshop. About 14 miles to factory, school, etc. Also 25 tip-top cows, 2 horses, cart, milk cart, cans and implements for working the farm. Price for the lot, £425 per acre; £2000 cash, balance for 5 years at 6 per cent. Owner in France, must be sold. (974, 201, 1103, 309)
notice-text: IN consequence of the Epidemic there will be no service to-morrow. Sabbath School and Bible Classes will not meet. N. K. MacDIARMID, Session Clerk. (277, 1002, 406, 1051)
advertiser-name: Gilmour & Clarke (994, 549, 1083, 585)
classified-ad: COTTIER'S, Inglewood—Our store has always been noted for good quality Hosiery. We have secured a few very special lines in Women's Black All-wool Plain Cashmere Hose at 4/9, 4/11, 4/9 and 4/11 per pair. (697, 1592, 824, 1660)
classified-ad: BACKBONE"—A Book of Hints for the Prevention of Jelly-spine Curvature and Mental Squint; a straight-up Antidote for the Blues, and a straight ahead cure for Grouch. Price 1/9 at The B.K. Bookshop. (835, 653, 963, 721)
classified-ad: COTTIER'S, Inglewood—We say, without any fear of contradiction, that the quality of our goods, and the prices, are lower than any other shop in the town. (697, 1664, 824, 1713)
classified-ad: FOOT MATS for car running boards; English line, brass mounted; 32/6 per pair. (974, 1180, 1103, 1210)
classified-ad: THE B.K. Bookshop.—"Wattle Babies," a new dainty illustrated booklet, by May Gibbs; price 3/6. (835, 567, 963, 596)
classified-ad: COTTIER'S, Inglewood, for Ladies' Knitted Silk Sports Coats; colours, heliotrope, rose, pale blue, palm beach, saxe, navy, sea, fawn, violet; prices, 60/, 73s, 84s, 90s and 95s each. (697, 1272, 825, 1331)
